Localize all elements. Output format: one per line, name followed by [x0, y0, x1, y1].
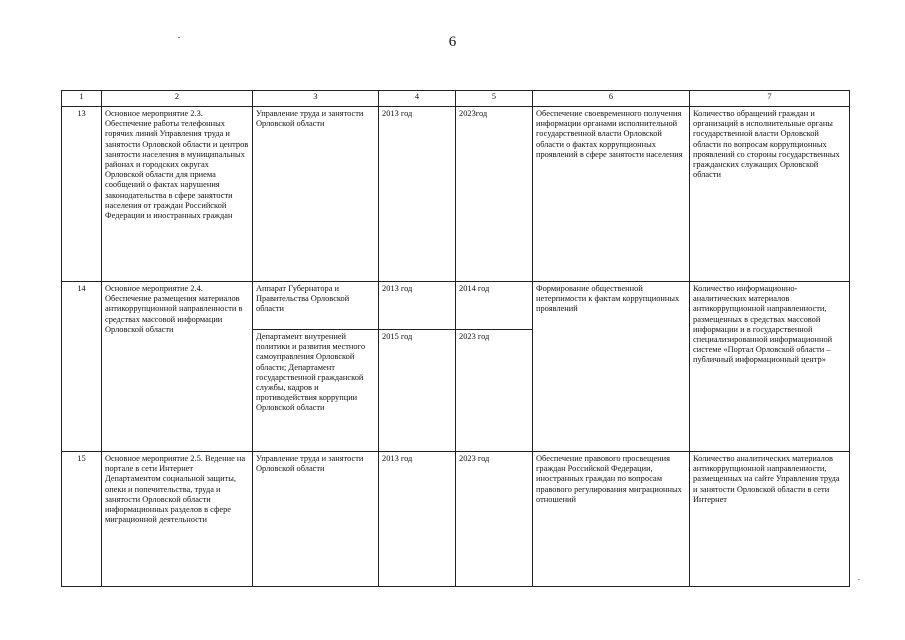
end-year-cell: 2023 год: [456, 330, 533, 452]
table-row: [62, 107, 850, 282]
start-year-cell: 2013 год: [379, 452, 456, 587]
start-year-cell: 2013 год: [379, 282, 456, 330]
table-row: [62, 452, 850, 587]
executor-cell: Аппарат Губернатора и Правительства Орловской области: [253, 282, 379, 330]
row-number: 14: [62, 282, 102, 452]
column-header: 1: [62, 91, 102, 107]
scan-speck: [178, 37, 180, 38]
column-header: 2: [102, 91, 253, 107]
page-number: 6: [448, 34, 457, 50]
result-cell: Формирование общественной нетерпимости к фактам коррупционных проявлений: [533, 282, 690, 452]
column-header: 5: [456, 91, 533, 107]
indicator-cell: Количество аналитических материалов антикоррупционной направленности, размещенных на сайте Управления труда и занятости Орловской области в сети Интернет: [690, 452, 850, 587]
table-header-row: [62, 91, 850, 107]
event-cell: Основное мероприятие 2.4. Обеспечение размещения материалов антикоррупционной направленности в средствах массовой информации Орловской области: [102, 282, 253, 452]
executor-cell: Департамент внутренней политики и развития местного самоуправления Орловской области; Департамент государственной гражданской службы, кадров и противодействия коррупции Орловской области: [253, 330, 379, 452]
start-year-cell: 2015 год: [379, 330, 456, 452]
executor-cell: Управление труда и занятости Орловской области: [253, 107, 379, 282]
end-year-cell: 2023 год: [456, 452, 533, 587]
row-number: 13: [62, 107, 102, 282]
start-year-cell: 2013 год: [379, 107, 456, 282]
column-header: 7: [690, 91, 850, 107]
result-cell: Обеспечение своевременного получения информации органами исполнительной государственной власти Орловской области о фактах коррупционных проявлений в сфере занятости населения: [533, 107, 690, 282]
column-header: 3: [253, 91, 379, 107]
result-cell: Обеспечение правового просвещения граждан Российской Федерации, иностранных граждан по вопросам правового регулирования миграционных отношений: [533, 452, 690, 587]
column-header: 6: [533, 91, 690, 107]
end-year-cell: 2023год: [456, 107, 533, 282]
event-cell: Основное мероприятие 2.5. Ведение на портале в сети Интернет Департаментом социальной защиты, опеки и попечительства, труда и занятости Орловской области информационных разделов в сфере миграционной деятельности: [102, 452, 253, 587]
scan-speck: [858, 579, 860, 580]
measures-table: [61, 90, 850, 587]
column-header: 4: [379, 91, 456, 107]
table-row: [62, 282, 850, 330]
indicator-cell: Количество обращений граждан и организаций в исполнительные органы государственной власти Орловской области по вопросам коррупционных проявлений со стороны государственных гражданских служащих Орловской области: [690, 107, 850, 282]
event-cell: Основное мероприятие 2.3. Обеспечение работы телефонных горячих линий Управления труда и занятости Орловской области и центров занятости населения в муниципальных районах и городских округах Орловской области для приема сообщений о фактах нарушения законодательства в сфере занятости населения от граждан Российской Федерации и иностранных граждан: [102, 107, 253, 282]
row-number: 15: [62, 452, 102, 587]
executor-cell: Управление труда и занятости Орловской области: [253, 452, 379, 587]
indicator-cell: Количество информационно-аналитических материалов антикоррупционной направленности, размещенных в средствах массовой информации и в государственной специализированной информационной системе «Портал Орловской области – публичный информационный центр»: [690, 282, 850, 452]
end-year-cell: 2014 год: [456, 282, 533, 330]
